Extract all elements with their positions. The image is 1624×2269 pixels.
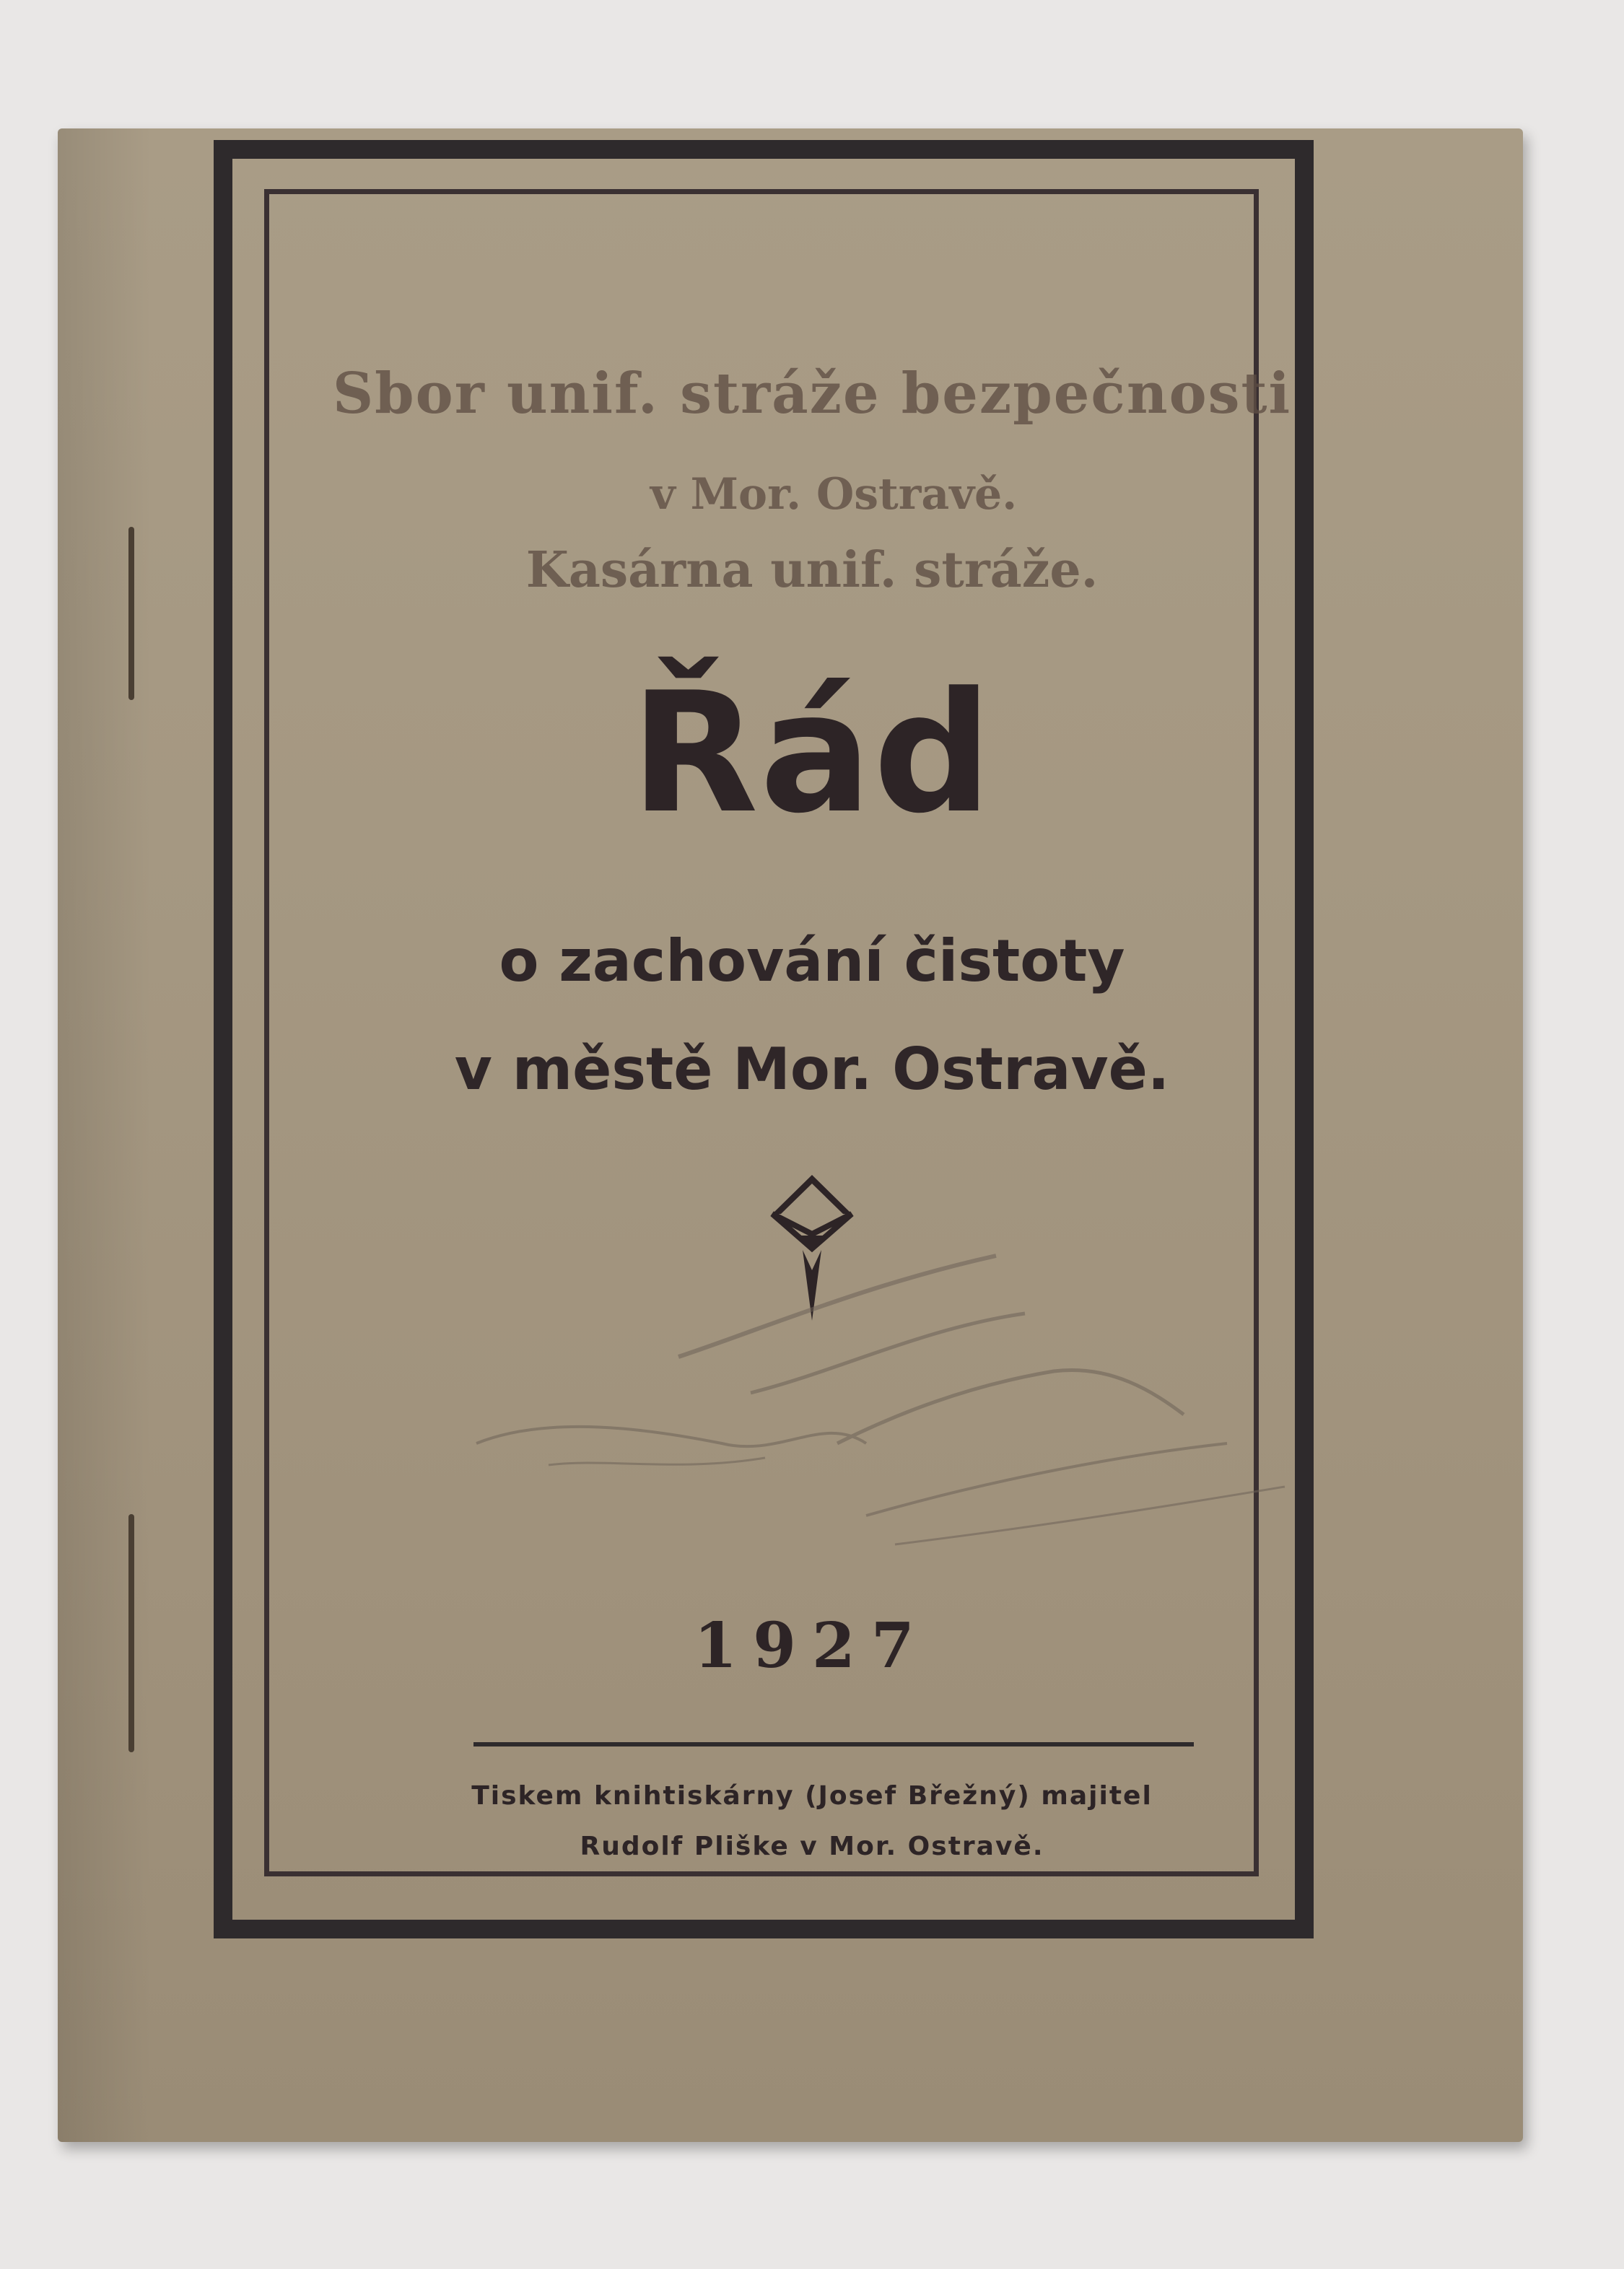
stamp-line-3: Kasárna unif. stráže.: [525, 541, 1099, 599]
cover-title: Řád: [630, 657, 994, 850]
divider-rule: [473, 1742, 1194, 1746]
cover-year: 1927: [694, 1609, 930, 1682]
printer-line-1: Tiskem knihtiskárny (Josef Břežný) majitel: [471, 1781, 1153, 1811]
stamp-line-1: Sbor unif. stráže bezpečnosti: [332, 361, 1292, 427]
cover-subtitle-line-2: v městě Mor. Ostravě.: [454, 1036, 1170, 1103]
printer-line-2: Rudolf Pliške v Mor. Ostravě.: [580, 1832, 1044, 1861]
pencil-signature: [462, 1227, 1299, 1602]
stamp-line-2: v Mor. Ostravě.: [650, 469, 1018, 520]
cover-subtitle-line-1: o zachování čistoty: [499, 927, 1125, 994]
